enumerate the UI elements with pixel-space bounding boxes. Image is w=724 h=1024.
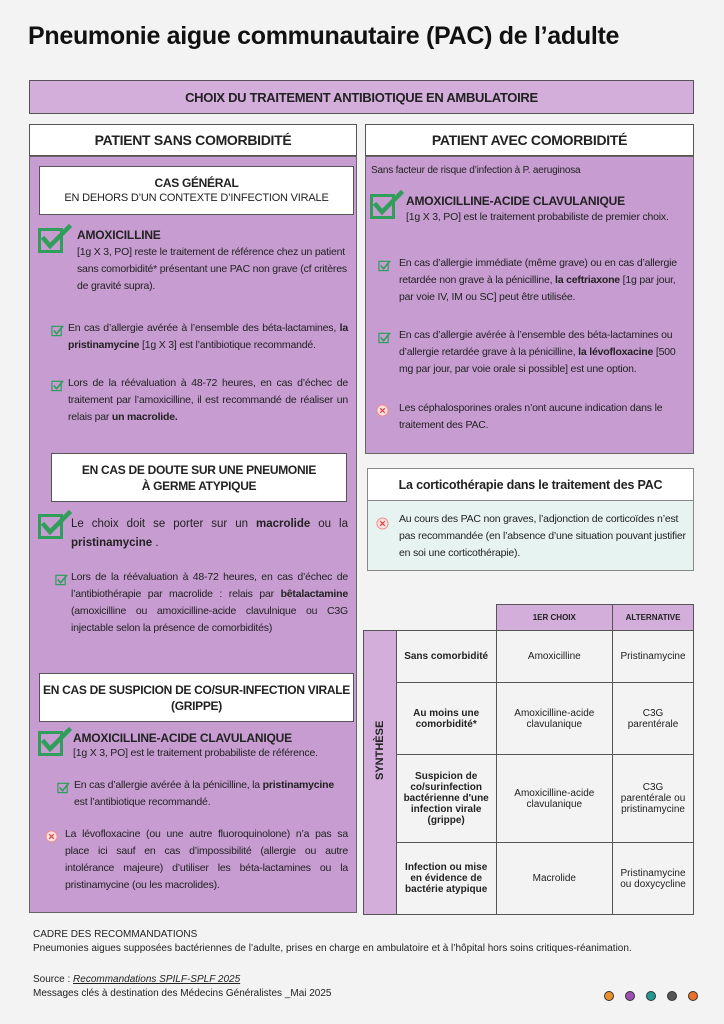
check-icon xyxy=(38,510,72,540)
source-link[interactable]: Recommandations SPILF-SPLF 2025 xyxy=(73,974,241,985)
atypical-text: Le choix doit se porter sur un macrolide ou la pristinamycine . xyxy=(71,518,348,549)
row-first-choice: Amoxicilline-acide clavulanique xyxy=(496,683,613,755)
general-case-title: CAS GÉNÉRAL xyxy=(154,176,239,190)
section-banner: CHOIX DU TRAITEMENT ANTIBIOTIQUE EN AMBULATOIRE xyxy=(29,80,694,114)
amoxicilline-text: [1g X 3, PO] reste le traitement de référence chez un patient sans comorbidité* présentant une PAC non grave (cf critères de gravité supra). xyxy=(77,246,347,292)
right-column-header: PATIENT AVEC COMORBIDITÉ xyxy=(365,124,694,156)
left-general-item-1: En cas d’allergie avérée à l’ensemble des béta-lactamines, la pristinamycine [1g X 3] est l’antibiotique recommandé. xyxy=(68,322,348,351)
atypical-box xyxy=(51,453,347,502)
check-icon xyxy=(51,379,64,392)
row-first-choice: Amoxicilline-acide clavulanique xyxy=(496,755,613,843)
row-label: Infection ou mise en évidence de bactérie atypique xyxy=(396,843,496,915)
viral-title-line-1: EN CAS DE SUSPICION DE CO/SUR-INFECTION VIRALE xyxy=(43,683,350,697)
check-icon xyxy=(378,331,391,344)
atypical-item: Lors de la réévaluation à 48-72 heures, en cas d’échec de l’antibiothérapie par macrolide : relais par bêtalactamine (amoxicilline ou amoxicilline-acide clavulnique ou C3G injectable selon la présence de comorbidités) xyxy=(71,571,348,634)
viral-box xyxy=(39,673,354,722)
color-dot xyxy=(604,991,614,1001)
cadre-title: CADRE DES RECOMMANDATIONS xyxy=(33,929,198,940)
general-case-box xyxy=(39,166,354,215)
amoxicilline-title: AMOXICILLINE xyxy=(77,228,161,242)
x-circle-icon xyxy=(376,404,389,417)
col-header-first-choice: 1ER CHOIX xyxy=(496,605,613,631)
synthese-label: SYNTHÈSE xyxy=(373,720,386,780)
aeruginosa-note: Sans facteur de risque d’infection à P. aeruginosa xyxy=(371,165,581,176)
x-circle-icon xyxy=(45,830,58,843)
right-item-2: En cas d’allergie avérée à l’ensemble des béta-lactamines ou d’allergie retardée grave à la pénicilline, la lévofloxacine [500 mg par jour, par voie orale si possible] est une option. xyxy=(399,329,676,375)
general-case-subtitle: EN DEHORS D’UN CONTEXTE D’INFECTION VIRALE xyxy=(64,192,329,204)
cadre-text: Pneumonies aigues supposées bactériennes de l’adulte, prises en charge en ambulatoire et à l’hôpital hors soins critiques-réanimation. xyxy=(33,943,632,954)
page-title: Pneumonie aigue communautaire (PAC) de l’adulte xyxy=(28,22,620,50)
row-alternative: Pristinamycine ou doxycycline xyxy=(613,843,694,915)
viral-drug-title: AMOXICILLINE-ACIDE CLAVULANIQUE xyxy=(73,731,292,745)
viral-item: En cas d’allergie avérée à la pénicilline, la pristinamycine est l’antibiotique recommandé. xyxy=(74,779,334,808)
viral-title-line-2: (GRIPPE) xyxy=(171,699,222,713)
row-alternative: Pristinamycine xyxy=(613,631,694,683)
row-label: Suspicion de co/surinfection bactérienne d'une infection virale (grippe) xyxy=(396,755,496,843)
row-label: Sans comorbidité xyxy=(396,631,496,683)
color-dot xyxy=(667,991,677,1001)
atypical-title-line-2: À GERME ATYPIQUE xyxy=(141,479,257,493)
right-drug-text: [1g X 3, PO] est le traitement probabiliste de premier choix. xyxy=(406,211,669,223)
color-dot xyxy=(688,991,698,1001)
check-icon xyxy=(51,324,64,337)
viral-x-text: La lévofloxacine (ou une autre fluoroquinolone) n’a pas sa place ici sauf en cas d’impossibilité (allergie ou autre intolérance majeure) d’utiliser les béta-lactamines ou la pristinamycine (ou les macrolides). xyxy=(65,828,348,891)
atypical-title-line-1: EN CAS DE DOUTE SUR UNE PNEUMONIE xyxy=(81,463,317,477)
check-icon xyxy=(370,190,404,220)
col-header-alternative: ALTERNATIVE xyxy=(613,605,694,631)
synthese-label-cell xyxy=(364,631,397,915)
check-icon xyxy=(57,781,70,794)
row-first-choice: Macrolide xyxy=(496,843,613,915)
right-x-text: Les céphalosporines orales n’ont aucune indication dans le traitement des PAC. xyxy=(399,402,663,431)
left-general-item-2: Lors de la réévaluation à 48-72 heures, en cas d’échec de traitement par l’amoxicilline, il est recommandé de réaliser un relais par un macrolide. xyxy=(68,377,348,423)
check-icon xyxy=(38,224,72,254)
viral-drug-text: [1g X 3, PO] est le traitement probabiliste de référence. xyxy=(73,747,318,759)
right-item-1: En cas d’allergie immédiate (même grave) ou en cas d’allergie retardée non grave à la pénicilline, la ceftriaxone [1g par jour, par voie IV, IM ou SC] peut être utilisée. xyxy=(399,257,677,303)
messages-line: Messages clés à destination des Médecins Généralistes _Mai 2025 xyxy=(33,988,332,999)
check-icon xyxy=(38,727,72,757)
synthese-table xyxy=(363,604,694,915)
source-line: Source : Recommandations SPILF-SPLF 2025 xyxy=(33,974,241,985)
check-icon xyxy=(378,259,391,272)
color-dot xyxy=(646,991,656,1001)
cortico-text: Au cours des PAC non graves, l’adjonction de corticoïdes n’est pas recommandée (en l’absence d’une situation pouvant justifier en soi une corticothérapie). xyxy=(399,513,686,559)
check-icon xyxy=(55,573,68,586)
right-drug-title: AMOXICILLINE-ACIDE CLAVULANIQUE xyxy=(406,194,625,208)
cortico-title: La corticothérapie dans le traitement des PAC xyxy=(368,469,693,501)
row-label: Au moins une comorbidité* xyxy=(396,683,496,755)
left-column-header: PATIENT SANS COMORBIDITÉ xyxy=(29,124,357,156)
row-first-choice: Amoxicilline xyxy=(496,631,613,683)
x-circle-icon xyxy=(376,517,389,530)
row-alternative: C3G parentérale ou pristinamycine xyxy=(613,755,694,843)
row-alternative: C3G parentérale xyxy=(613,683,694,755)
color-dot xyxy=(625,991,635,1001)
